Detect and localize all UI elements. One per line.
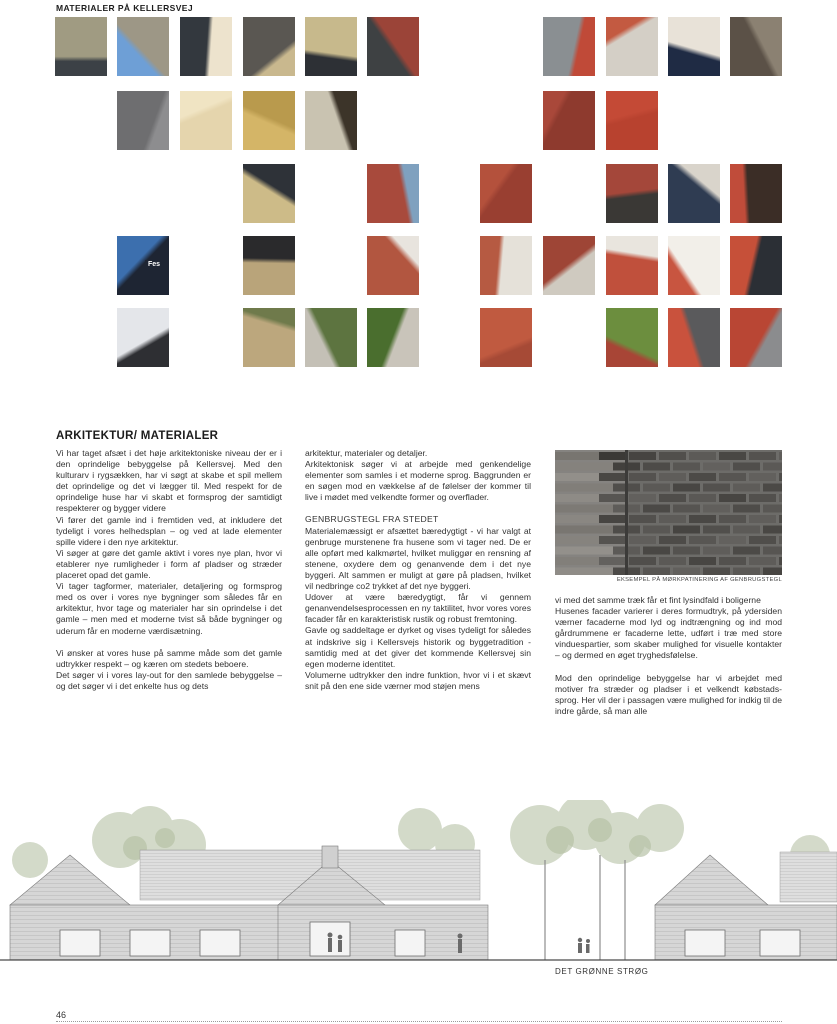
wood-cladding-photo <box>730 17 782 76</box>
paragraph: Arkitektonisk søger vi at arbejde med genkendelige elementer som samles i et moderne sprog. Baggrunden er en søgen mod en vækkelse af de følelser der kommer til live i mødet med velkendte former og overflader. <box>305 459 531 503</box>
text-column-1 <box>56 448 282 692</box>
tile-cream-plaster <box>180 91 232 150</box>
tile-yellow-brick <box>243 91 295 150</box>
photo-caption: EKSEMPEL PÅ MØRKPATINERING AF GENBRUGSTEGL <box>616 577 782 583</box>
red-roof-tiles-photo <box>606 17 658 76</box>
red-brick-texture-photo <box>543 91 595 150</box>
blue-facade-photo <box>668 17 720 76</box>
subheading: GENBRUGSTEGL FRA STEDET <box>305 514 439 525</box>
paragraph: Husenes facader varierer i deres formudtryk, på ydersiden værner facaderne mod lyd og indtrængning og ind mod gårdrummene er facaderne lette, udført i træ med store vinduespartier, som skaber mulighed for visuelle kontakter – og dermed en øget tryghedsfølelse. <box>555 606 782 661</box>
yellow-brick-windows-photo <box>243 164 295 223</box>
tile-yellow-brick-windows <box>243 164 295 223</box>
cream-plaster-photo <box>180 91 232 150</box>
paving-lawn-photo <box>305 308 357 367</box>
red-brick-wall-photo <box>480 164 532 223</box>
brick-pattern-photo <box>480 308 532 367</box>
tile-gable-sky <box>117 17 169 76</box>
tile-red-plaster <box>606 91 658 150</box>
paragraph: Vi har taget afsæt i det høje arkitektoniske niveau der er i den oprindelige bebyggelse på Kellersvej. Med den kulturarv i rygsækken, har vi søgt at skabe et spil mellem det oprindelige og det vi lægger til. Med respekt for de oprindelige huse har vi skabt et formsprog der samtidigt respekterer og bygger videre <box>56 448 282 514</box>
sign-text: Fes <box>145 260 163 269</box>
brick-balcony-photo <box>243 236 295 295</box>
tile-slate-roof-brick-wall <box>55 17 107 76</box>
slate-texture-photo <box>117 91 169 150</box>
roof-slate-brick-photo <box>55 17 107 76</box>
section-label: MATERIALER PÅ KELLERSVEJ <box>56 3 193 13</box>
tile-fence-lawn <box>606 308 658 367</box>
paragraph: Materialemæssigt er afsættet bæredygtigt - vi har valgt at genbruge murstenene fra husene som vi tager ned. De er alle opført med kalkmørtel, hvilket muliggør en rensning af stenene, oxydere dem og genanvende dem i det nye byggeri. Alt sammen er muligt at gøre på pladsen, hvilket vil nedbringe co2 trykket af det nye byggeri. <box>305 525 531 592</box>
fence-lawn-photo <box>606 308 658 367</box>
tile-brick-pattern <box>480 308 532 367</box>
red-house-window-photo <box>367 17 419 76</box>
paragraph: Volumerne udtrykker den indre funktion, hvor vi i et skævt snit på den ene side værner mod støjen mens <box>305 669 531 691</box>
brick-wall-icon <box>555 450 782 575</box>
tile-red-brick-facade-window <box>543 236 595 295</box>
paragraph: Udover at være bæredygtigt, får vi gennem genanvendelsesprocessen en ny taktilitet, hvor vores vores facader får en karakteristisk rustik og robust fremtoning. <box>305 592 531 625</box>
paragraph: Gavle og saddeltage er dyrket og vises tydeligt for således at indskrive sig i Kellersvejs historik og byggetradition - samtidig med at det giver det kommende Kellersvej sin egen moderne identitet. <box>305 625 531 669</box>
tile-red-house-dark-window <box>606 164 658 223</box>
red-plaster-photo <box>606 91 658 150</box>
tile-red-roof-tiles <box>606 17 658 76</box>
page-number: 46 <box>56 1010 67 1020</box>
brick-windows-photo <box>480 236 532 295</box>
paragraph: Vi fører det gamle ind i fremtiden ved, at inkludere det tydeligt i vores helhedsplan – og ved at lade elementer spille videre i den nye arkitektur. <box>56 514 282 547</box>
tile-arched-window <box>668 164 720 223</box>
shrubs-photo <box>367 308 419 367</box>
article-heading: ARKITEKTUR/ MATERIALER <box>56 430 219 442</box>
tile-bare-tree <box>305 91 357 150</box>
text-column-2 <box>305 448 531 692</box>
street-elevation-drawing <box>0 800 837 965</box>
tile-slate-roof-red-wall <box>543 17 595 76</box>
paragraph: Vi søger at gøre det gamle aktivt i vores nye plan, hvor vi etablerer nye rumligheder i form af pladser og stræder placeret opad det gamle. <box>56 547 282 581</box>
tile-white-pole <box>117 308 169 367</box>
paragraph: arkitektur, materialer og detaljer. <box>305 448 428 458</box>
tile-shrubs <box>367 308 419 367</box>
tile-roof-tiles <box>243 17 295 76</box>
elevation-icon <box>0 800 837 965</box>
tile-blue-facade <box>668 17 720 76</box>
bare-tree-photo <box>305 91 357 150</box>
paragraph: Vi ønsker at vores huse på samme måde som det gamle udtrykker respekt – og kæren om stedets beboere. <box>56 647 282 669</box>
tile-red-wall-path <box>730 308 782 367</box>
yellow-brick-photo <box>243 91 295 150</box>
red-house-dark-window-photo <box>606 164 658 223</box>
roof-plaster-photo <box>180 17 232 76</box>
tile-paving-lawn <box>305 308 357 367</box>
tile-red-brick-gable <box>367 164 419 223</box>
tile-red-facade-windows <box>730 236 782 295</box>
tile-wood-cladding <box>730 17 782 76</box>
red-brick-arched-window-photo <box>367 236 419 295</box>
red-house-chimney-photo <box>606 236 658 295</box>
tile-brick-windows <box>480 236 532 295</box>
tile-roof-plaster <box>180 17 232 76</box>
gable-sky-photo <box>117 17 169 76</box>
tile-planter-brick <box>243 308 295 367</box>
tile-red-house-chimney <box>606 236 658 295</box>
paragraph: Det søger vi i vores lay-out for den samlede bebyggelse – og det søger vi i det enkelte hus og dets <box>56 669 282 691</box>
tile-red-wall-white-window <box>668 236 720 295</box>
recycled-brick-photo <box>555 450 782 575</box>
red-brick-facade-window-photo <box>543 236 595 295</box>
house-dark-roof-photo <box>305 17 357 76</box>
tile-red-wall-doorway <box>730 164 782 223</box>
slate-red-wall-photo <box>543 17 595 76</box>
red-wall-path-photo <box>730 308 782 367</box>
tile-dark-roof-house <box>305 17 357 76</box>
paragraph: vi med det samme træk får et fint lysindfald i boligerne <box>555 595 761 605</box>
red-plinth-paving-photo <box>668 308 720 367</box>
tile-red-brick-arched-window <box>367 236 419 295</box>
red-wall-white-window-photo <box>668 236 720 295</box>
planter-brick-photo <box>243 308 295 367</box>
paragraph: Vi tager tagformer, materialer, detaljering og formsprog med os over i vores nye bygninger som således får en arkitektur, hvor tage og materialer har sin oprindelse i det gamle – men med et moderne tvist så både bygninger og uderum får en moderne værdisætning. <box>56 581 282 636</box>
red-facade-windows-photo <box>730 236 782 295</box>
red-wall-doorway-photo <box>730 164 782 223</box>
tile-blue-sign <box>117 236 169 295</box>
roof-tiles-photo <box>243 17 295 76</box>
red-brick-gable-photo <box>367 164 419 223</box>
tile-red-house-window <box>367 17 419 76</box>
white-pole-photo <box>117 308 169 367</box>
tile-brick-balcony <box>243 236 295 295</box>
elevation-caption: DET GRØNNE STRØG <box>555 967 649 976</box>
tile-slate-texture <box>117 91 169 150</box>
arched-window-photo <box>668 164 720 223</box>
text-column-3 <box>555 595 782 717</box>
tile-red-brick-texture <box>543 91 595 150</box>
paragraph: Mod den oprindelige bebyggelse har vi arbejdet med motiver fra stræder og pladser i et velkendt købstads-sprog. Her vil der i passagen være mulighed for indkig til de indre gårde, så man alle <box>555 672 782 716</box>
footer-rule <box>56 1021 782 1022</box>
tile-red-brick-wall <box>480 164 532 223</box>
tile-red-plinth-paving <box>668 308 720 367</box>
